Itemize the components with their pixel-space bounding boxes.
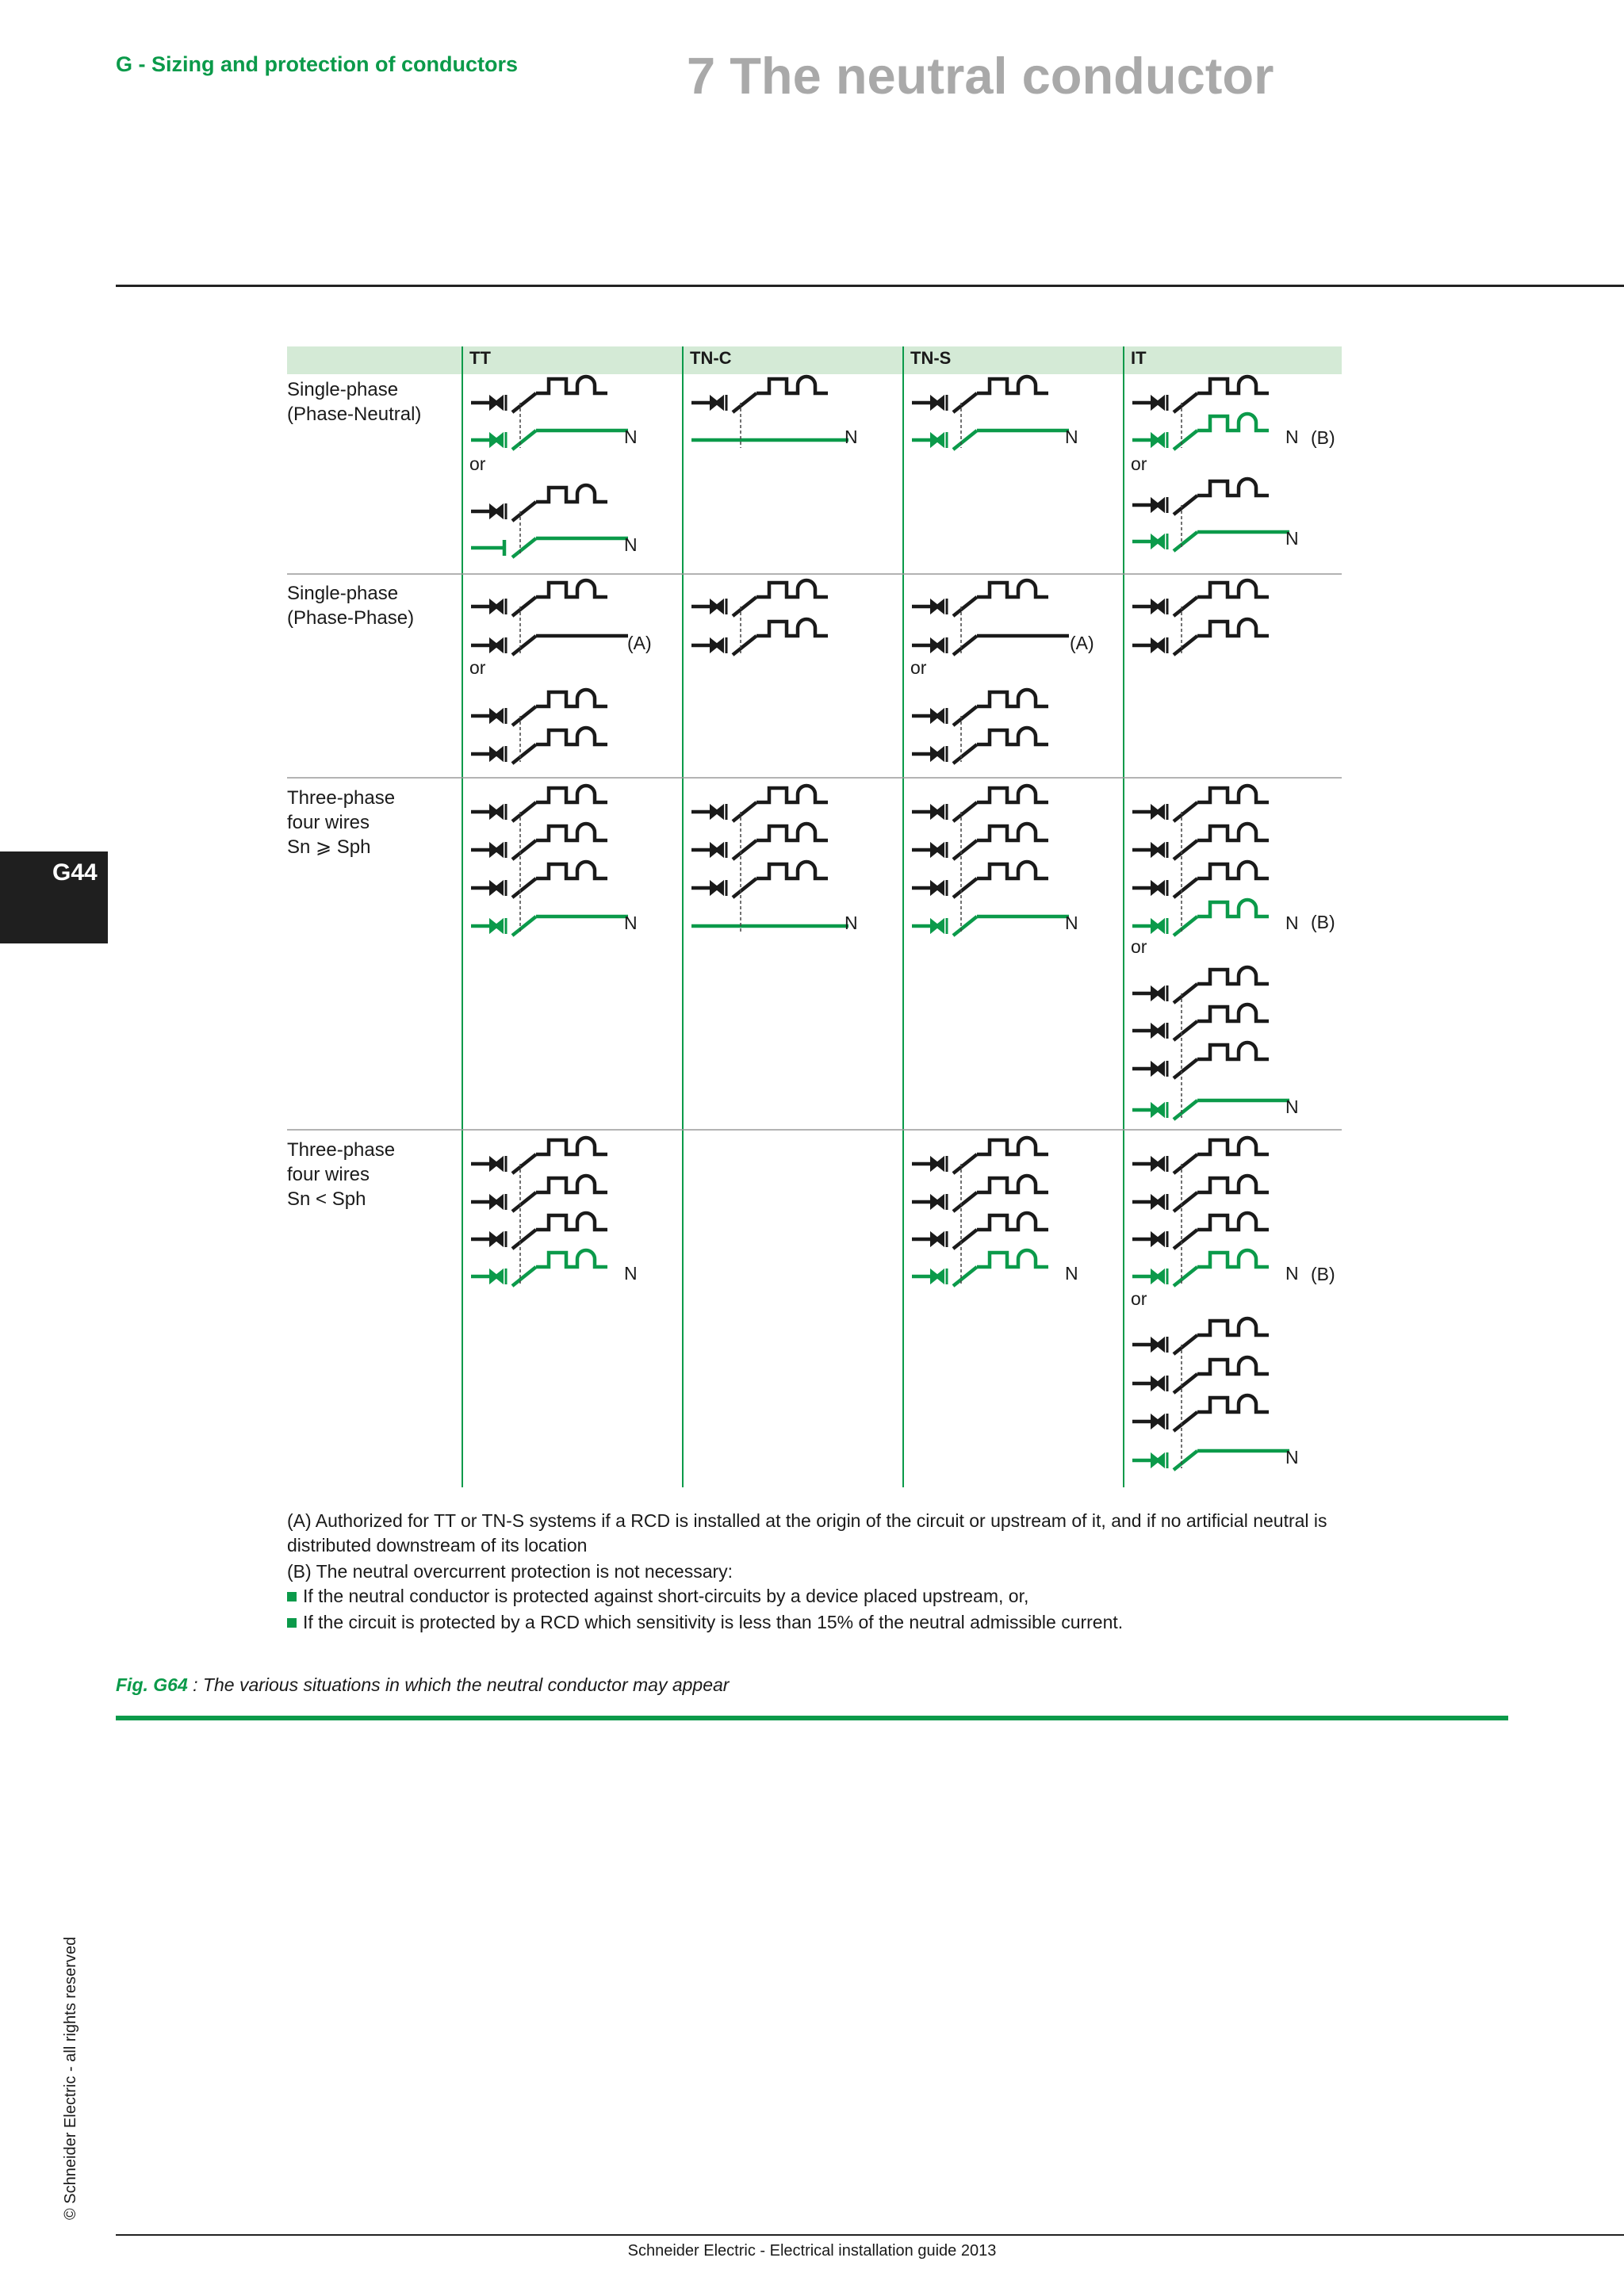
breaker-pole [471,538,628,557]
trip-curve [1197,1357,1269,1374]
or-label: or [1131,1288,1147,1309]
breaker-pole [471,636,628,655]
switch-blade [512,636,536,655]
trip-curve [977,786,1048,802]
switch-blade [1174,597,1197,616]
switch-blade [512,840,536,859]
breaker-pole [912,636,1069,655]
breaker-pole [1132,1100,1289,1119]
footer-text: Schneider Electric - Electrical installation guide 2013 [627,2242,997,2260]
breaker-pole [1132,786,1269,821]
breaker-pole [912,1176,1048,1211]
trip-curve [756,824,828,840]
switch-blade [512,916,536,936]
breaker-pole [471,862,607,897]
trip-curve [756,786,828,802]
trip-curve [1197,1004,1269,1021]
neutral-label: N [845,427,858,447]
breaker-pole [691,619,828,655]
breaker-pole [1132,1357,1269,1393]
note-a-marker: (A) [627,633,652,653]
or-label: or [469,657,486,678]
trip-curve [977,728,1048,744]
switch-blade [1174,1154,1197,1173]
switch-blade [953,706,977,725]
switch-blade [512,393,536,412]
trip-curve [536,377,607,393]
switch-blade [1174,1451,1197,1470]
breaker-pole [1132,862,1269,897]
switch-blade [1174,393,1197,412]
switch-blade [733,802,756,821]
switch-blade [1174,878,1197,897]
trip-curve [1197,862,1269,878]
breaker-pole [912,377,1048,412]
switch-blade [953,916,977,936]
switch-blade [733,878,756,897]
switch-blade [953,840,977,859]
note-b-item [287,1610,1342,1635]
breaker-pole [691,786,828,821]
row-label-line: Single-phase [287,379,399,400]
bullet-icon [287,1592,297,1601]
trip-curve [977,1138,1048,1154]
trip-curve [1197,619,1269,636]
column-header-tnc: TN-C [690,348,732,368]
figure-notes [287,1509,1342,1635]
switch-blade [953,802,977,821]
trip-curve [1197,1176,1269,1192]
switch-blade [1174,636,1197,655]
row-label-line: four wires [287,1164,370,1185]
trip-curve [1197,1213,1269,1230]
trip-curve [536,580,607,597]
breaker-pole [691,824,828,859]
neutral-label: N [1065,913,1078,933]
breaker-pole [912,916,1069,936]
breaker-pole [1132,1318,1269,1354]
breaker-pole [912,690,1048,725]
trip-curve [536,862,607,878]
breaker-pole [471,690,607,725]
switch-blade [953,878,977,897]
note-b-item [287,1584,1342,1609]
trip-curve [977,862,1048,878]
row-label-line: Sn < Sph [287,1188,366,1210]
trip-curve [1197,1395,1269,1412]
trip-curve [977,824,1048,840]
switch-blade [512,538,536,557]
breaker-pole [1132,824,1269,859]
neutral-label: N [624,427,638,447]
breaker-pole [1132,1213,1269,1249]
trip-curve [977,1213,1048,1230]
switch-blade [1174,1267,1197,1286]
trip-curve [536,786,607,802]
switch-blade [1174,1192,1197,1211]
breaker-pole [471,377,607,412]
breaker-pole [1132,532,1289,551]
trip-curve [1197,786,1269,802]
note-b: (B) The neutral overcurrent protection is not necessary: [287,1561,733,1582]
figure-number: Fig. G64 [116,1674,188,1695]
row-label-line: Three-phase [287,1139,396,1161]
breaker-pole [1132,1395,1269,1431]
copyright-notice: © Schneider Electric - all rights reserved [62,1936,79,2220]
breaker-pole [912,786,1048,821]
switch-blade [512,1192,536,1211]
switch-blade [953,1230,977,1249]
breaker-pole [912,580,1048,616]
page-number-tab [0,851,108,943]
trip-curve [1197,900,1269,916]
breaker-pole [1132,1004,1269,1040]
or-label: or [1131,453,1147,474]
neutral-label: N [624,913,638,933]
row-label-line: (Phase-Neutral) [287,404,422,425]
breaker-pole [912,430,1069,450]
trip-curve [1197,479,1269,496]
trip-curve [536,824,607,840]
switch-blade [953,1154,977,1173]
switch-blade [1174,1335,1197,1354]
footer-rule [116,2234,1624,2236]
switch-blade [953,430,977,450]
breaker-pole [1132,377,1269,412]
breaker-pole [1132,1043,1269,1078]
breaker-pole [1132,1138,1269,1173]
neutral-label: N [1285,1447,1299,1468]
trip-curve [1197,1250,1269,1267]
note-b-marker: (B) [1311,427,1335,448]
trip-curve [756,619,828,636]
or-label: or [910,657,927,678]
breaker-pole [1132,414,1269,450]
breaker-pole [471,485,607,521]
breaker-pole [471,580,607,616]
switch-blade [1174,916,1197,936]
column-header-tns: TN-S [910,348,952,368]
trip-curve [1197,967,1269,984]
switch-blade [512,1154,536,1173]
neutral-label: N [1285,427,1299,447]
switch-blade [512,706,536,725]
switch-blade [512,744,536,763]
switch-blade [1174,430,1197,450]
neutral-label: N [1285,528,1299,549]
switch-blade [953,1192,977,1211]
switch-blade [1174,1412,1197,1431]
breaker-pole [691,377,828,412]
neutral-label: N [1285,1096,1299,1117]
trip-curve [756,580,828,597]
row-label-line: Sn ⩾ Sph [287,836,371,858]
switch-blade [1174,1059,1197,1078]
breaker-pole [1132,1250,1269,1286]
switch-blade [1174,532,1197,551]
breaker-pole [471,1213,607,1249]
switch-blade [1174,840,1197,859]
breaker-pole [471,916,628,936]
switch-blade [512,1267,536,1286]
neutral-label: N [845,913,858,933]
breaker-pole [1132,479,1269,515]
column-header-tt: TT [469,348,491,368]
breaker-pole [1132,900,1269,936]
trip-curve [977,1250,1048,1267]
switch-blade [733,393,756,412]
breaker-pole [1132,967,1269,1003]
note-a-marker: (A) [1070,633,1094,653]
switch-blade [953,636,977,655]
breaker-pole [471,786,607,821]
trip-curve [536,1176,607,1192]
column-header-it: IT [1131,348,1147,368]
trip-curve [536,1138,607,1154]
figure-caption-text: : The various situations in which the neutral conductor may appear [187,1674,730,1695]
switch-blade [953,1267,977,1286]
neutral-label: N [1065,1263,1078,1284]
switch-blade [512,502,536,521]
row-label-line: Three-phase [287,787,396,809]
switch-blade [953,744,977,763]
breaker-pole [912,824,1048,859]
breaker-pole [1132,1176,1269,1211]
or-label: or [469,453,486,474]
trip-curve [1197,377,1269,393]
switch-blade [512,878,536,897]
trip-curve [1197,1043,1269,1059]
section-title: G - Sizing and protection of conductors [116,52,518,76]
breaker-pole [471,1138,607,1173]
note-b-marker: (B) [1311,912,1335,932]
breaker-pole [1132,1451,1289,1470]
breaker-pole [912,862,1048,897]
note-b-marker: (B) [1311,1264,1335,1284]
neutral-label: N [624,534,638,555]
or-label: or [1131,936,1147,957]
note-a: (A) Authorized for TT or TN-S systems if a RCD is installed at the origin of the circuit or upstream of it, and if no artificial neutral is distributed downstream of its location [287,1510,1327,1556]
neutral-label: N [1285,1263,1299,1284]
switch-blade [733,636,756,655]
note-b2-text: If the circuit is protected by a RCD which sensitivity is less than 15% of the neutral admissible current. [303,1612,1124,1632]
note-b1-text: If the neutral conductor is protected against short-circuits by a device placed upstream, or, [303,1586,1029,1606]
neutral-label: N [1285,913,1299,933]
trip-curve [1197,1138,1269,1154]
neutral-label: N [624,1263,638,1284]
breaker-pole [471,430,628,450]
trip-curve [1197,824,1269,840]
switch-blade [1174,1374,1197,1393]
trip-curve [536,728,607,744]
trip-curve [977,1176,1048,1192]
switch-blade [1174,496,1197,515]
caption-rule [116,1716,1508,1720]
trip-curve [536,1250,607,1267]
breaker-pole [912,1138,1048,1173]
switch-blade [953,393,977,412]
breaker-pole [1132,580,1269,616]
trip-curve [1197,414,1269,430]
breaker-pole [691,862,828,897]
switch-blade [733,597,756,616]
breaker-pole [471,1250,607,1286]
trip-curve [1197,1318,1269,1335]
switch-blade [1174,1100,1197,1119]
row-label-line: (Phase-Phase) [287,607,415,629]
trip-curve [977,690,1048,706]
row-label-line: Single-phase [287,583,399,604]
row-label-line: four wires [287,812,370,833]
trip-curve [977,580,1048,597]
trip-curve [977,377,1048,393]
trip-curve [1197,580,1269,597]
switch-blade [1174,984,1197,1003]
switch-blade [512,597,536,616]
trip-curve [756,862,828,878]
breaker-pole [691,580,828,616]
neutral-label: N [1065,427,1078,447]
trip-curve [536,1213,607,1230]
switch-blade [512,802,536,821]
switch-blade [1174,1021,1197,1040]
breaker-pole [471,824,607,859]
trip-curve [536,485,607,502]
switch-blade [512,1230,536,1249]
page-number: G44 [52,859,98,886]
switch-blade [512,430,536,450]
breaker-pole [471,1176,607,1211]
trip-curve [756,377,828,393]
breaker-pole [912,1250,1048,1286]
switch-blade [1174,802,1197,821]
breaker-pole [1132,619,1269,655]
figure-caption [116,1674,729,1696]
switch-blade [733,840,756,859]
chapter-title: 7 The neutral conductor [687,47,1274,105]
bullet-icon [287,1618,297,1628]
switch-blade [953,597,977,616]
breaker-pole [912,1213,1048,1249]
breaker-pole [471,728,607,763]
breaker-pole [912,728,1048,763]
trip-curve [536,690,607,706]
switch-blade [1174,1230,1197,1249]
